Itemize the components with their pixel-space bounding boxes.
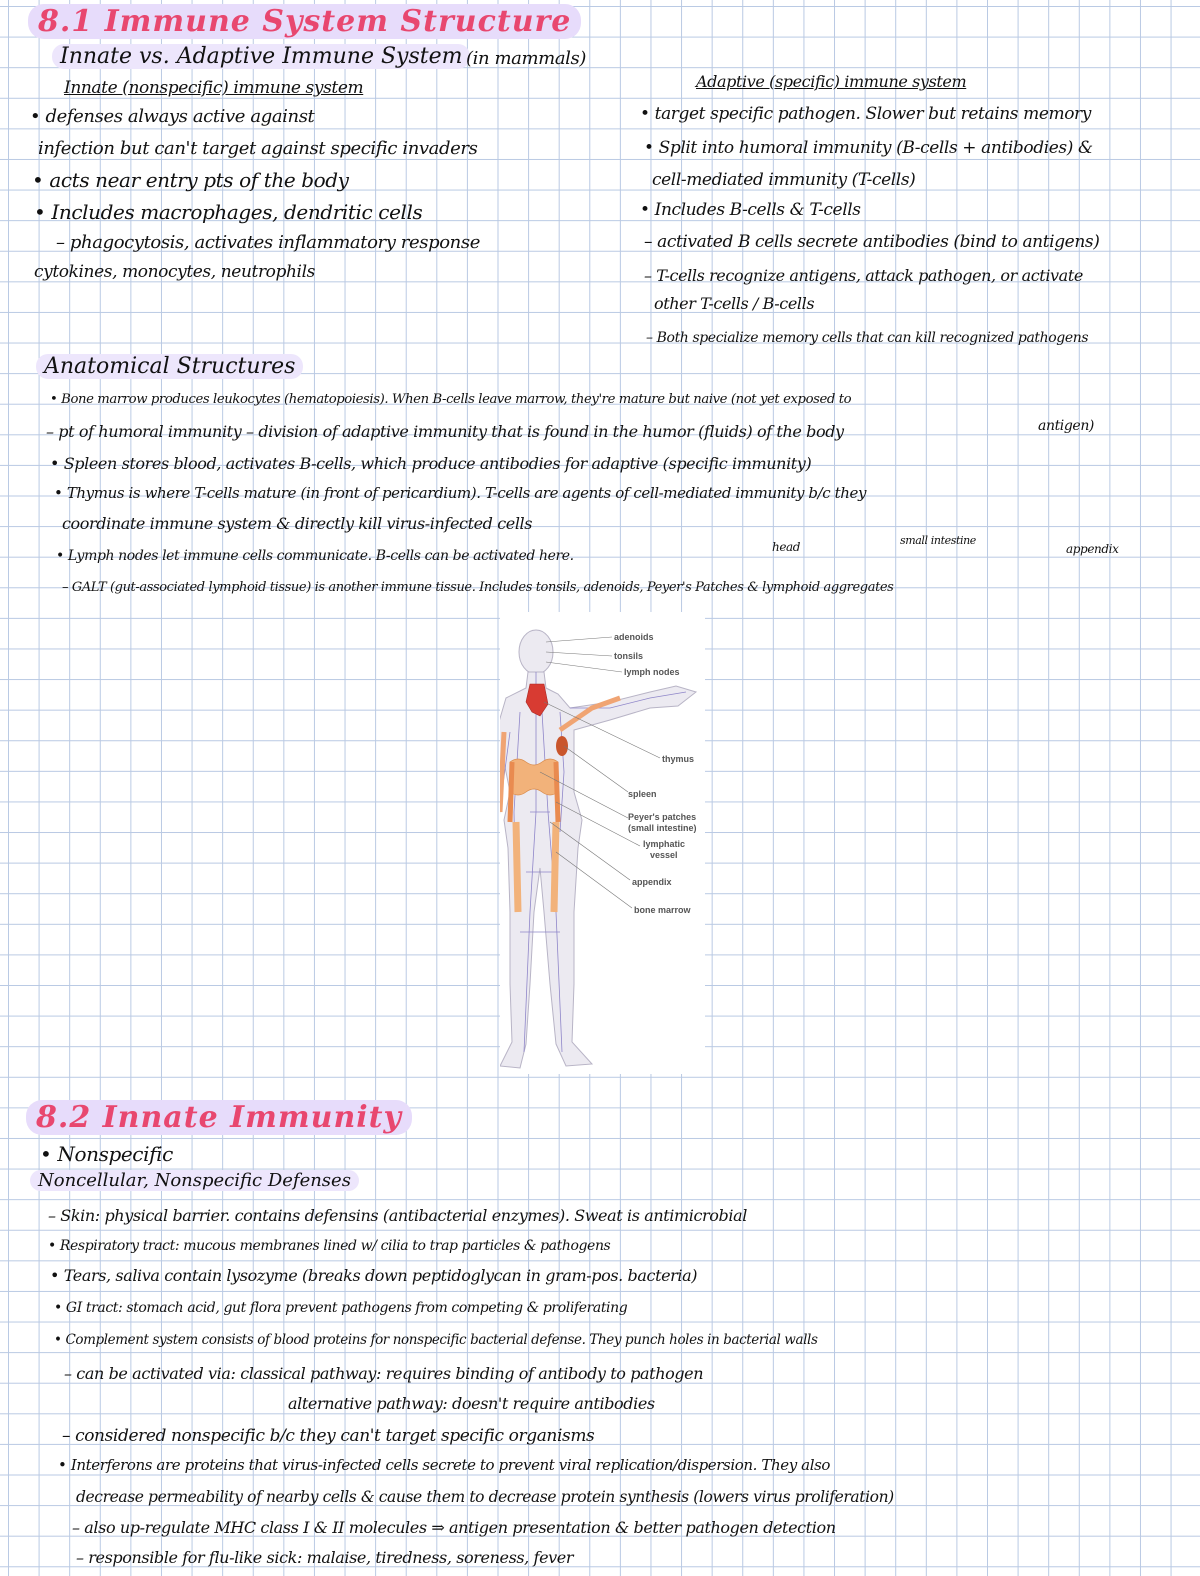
label-lymph-nodes: lymph nodes [624,667,680,677]
innate-line: • acts near entry pts of the body [32,168,349,192]
innate-line: • defenses always active against [30,106,315,127]
section2-line: alternative pathway: doesn't require antibodies [288,1394,655,1413]
anatomical-line: – pt of humoral immunity – division of adaptive immunity that is found in the humor (fluids) of the body [46,422,844,441]
lymphatic-system-figure [500,612,705,1074]
adaptive-heading: Adaptive (specific) immune system [696,72,967,91]
label-adenoids: adenoids [614,632,654,642]
label-appendix: appendix [632,877,672,887]
anatomical-line: • Thymus is where T-cells mature (in front of pericardium). T-cells are agents of cell-mediated immunity b/c they [54,484,867,502]
annotation-small-intestine: small intestine [900,534,976,547]
section-subtitle: Innate vs. Adaptive Immune System [52,44,470,69]
adaptive-line: other T-cells / B-cells [654,294,815,313]
anatomical-line: – GALT (gut-associated lymphoid tissue) is another immune tissue. Includes tonsils, adenoids, Peyer's Patches & lymphoid aggregates [62,580,894,595]
section-title-innate-immunity: 8.2 Innate Immunity [26,1100,412,1135]
label-small-intestine: (small intestine) [628,823,697,833]
section2-line: • Tears, saliva contain lysozyme (breaks down peptidoglycan in gram-pos. bacteria) [50,1266,698,1285]
annotation-head: head [772,540,801,554]
adaptive-line: • Split into humoral immunity (B-cells + antibodies) & [644,138,1093,158]
label-tonsils: tonsils [614,651,644,661]
section2-line: – also up-regulate MHC class I & II molecules ⇒ antigen presentation & better pathogen detection [72,1518,836,1537]
label-thymus: thymus [662,754,695,764]
anatomical-line: • Spleen stores blood, activates B-cells, which produce antibodies for adaptive (specific immunity) [50,454,812,473]
label-lymphatic: lymphatic [643,839,686,849]
section2-intro: • Nonspecific [40,1142,173,1166]
section2-subheading: Noncellular, Nonspecific Defenses [30,1170,359,1191]
innate-line: • Includes macrophages, dendritic cells [34,200,423,224]
section2-line: – can be activated via: classical pathway: requires binding of antibody to pathogen [64,1364,704,1383]
section2-line: • Interferons are proteins that virus-infected cells secrete to prevent viral replication/dispersion. They also [58,1456,831,1474]
label-spleen: spleen [628,789,657,799]
antigen-note: antigen) [1038,418,1094,434]
innate-line: cytokines, monocytes, neutrophils [34,262,315,282]
section2-line: decrease permeability of nearby cells & cause them to decrease protein synthesis (lowers virus proliferation) [76,1488,894,1506]
adaptive-line: cell-mediated immunity (T-cells) [652,170,916,190]
adaptive-line: • Includes B-cells & T-cells [640,200,861,220]
anatomical-line: • Bone marrow produces leukocytes (hematopoiesis). When B-cells leave marrow, they're mature but naive (not yet exposed to [50,392,852,407]
subtitle-note: (in mammals) [466,48,586,69]
adaptive-line: – activated B cells secrete antibodies (bind to antigens) [644,232,1100,252]
innate-heading: Innate (nonspecific) immune system [64,78,364,98]
anatomical-line: coordinate immune system & directly kill virus-infected cells [62,514,533,533]
anatomical-line: • Lymph nodes let immune cells communicate. B-cells can be activated here. [56,548,574,564]
label-vessel: vessel [650,850,678,860]
innate-line: – phagocytosis, activates inflammatory response [56,232,480,253]
section2-line: • Complement system consists of blood proteins for nonspecific bacterial defense. They punch holes in bacterial walls [54,1332,818,1348]
section2-line: – considered nonspecific b/c they can't target specific organisms [62,1426,595,1446]
adaptive-line: – T-cells recognize antigens, attack pathogen, or activate [644,266,1083,285]
adaptive-line: – Both specialize memory cells that can kill recognized pathogens [646,330,1089,346]
lymphatic-figure-svg [500,612,705,1074]
section-title: 8.1 Immune System Structure [28,4,581,39]
section2-line: – responsible for flu-like sick: malaise, tiredness, soreness, fever [76,1548,574,1567]
label-peyers-patches: Peyer's patches [628,812,697,822]
section2-line: • Respiratory tract: mucous membranes lined w/ cilia to trap particles & pathogens [48,1238,611,1254]
label-bone-marrow: bone marrow [634,905,691,915]
innate-line: infection but can't target against specific invaders [38,138,478,159]
section2-line: • GI tract: stomach acid, gut flora prevent pathogens from competing & proliferating [54,1300,628,1316]
adaptive-line: • target specific pathogen. Slower but retains memory [640,104,1091,124]
section2-line: – Skin: physical barrier. contains defensins (antibacterial enzymes). Sweat is antimicrobial [48,1206,747,1225]
annotation-appendix: appendix [1066,542,1119,556]
anatomical-heading: Anatomical Structures [36,354,303,379]
